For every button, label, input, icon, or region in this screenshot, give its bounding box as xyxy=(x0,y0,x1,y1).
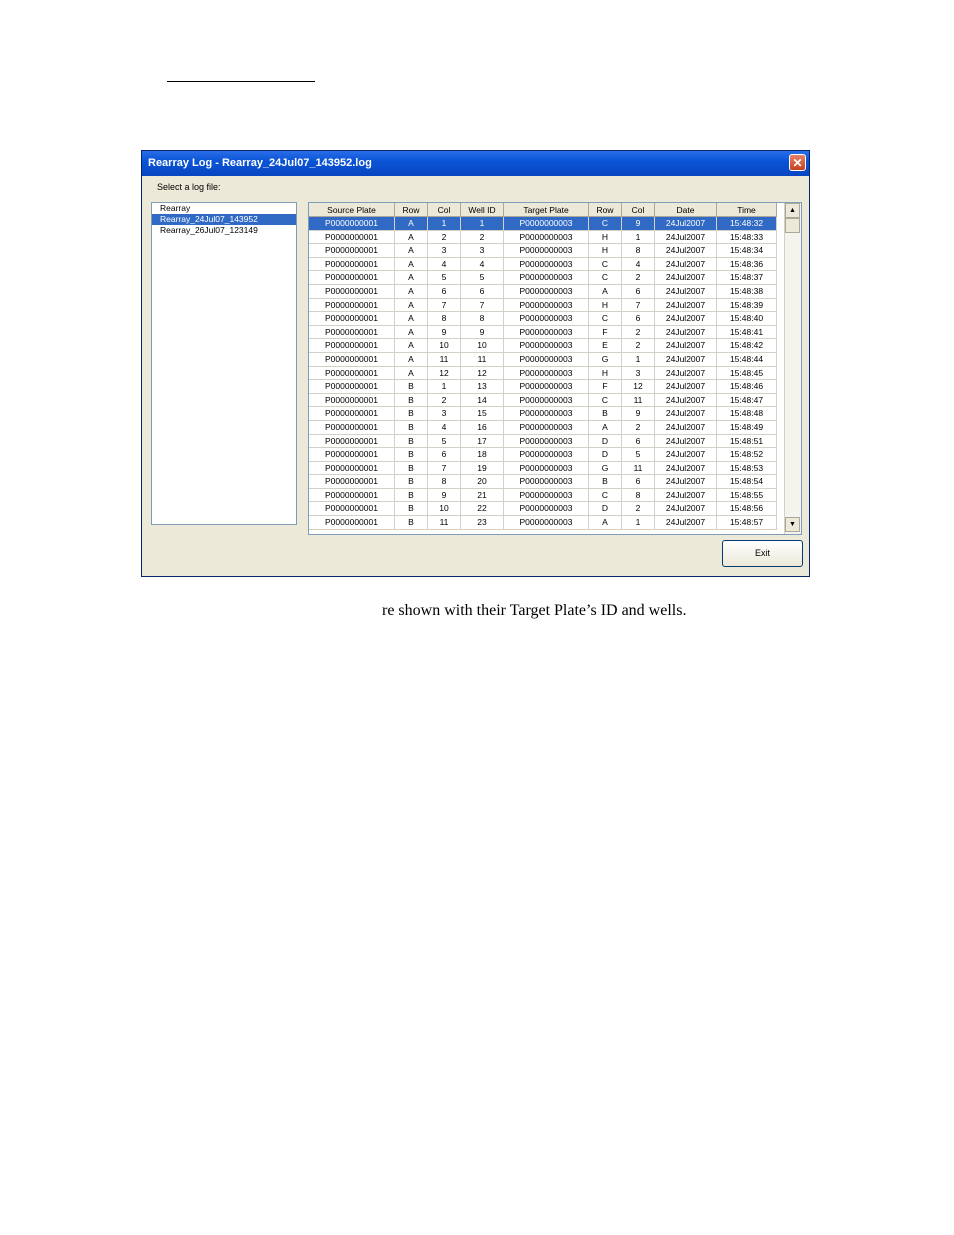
table-cell: 23 xyxy=(461,516,504,530)
table-cell: 11 xyxy=(622,394,655,408)
table-row[interactable] xyxy=(309,217,801,231)
close-icon: ✕ xyxy=(792,156,803,170)
table-cell: 8 xyxy=(622,244,655,258)
table-cell: B xyxy=(395,502,428,516)
table-cell: 5 xyxy=(428,271,461,285)
table-cell: C xyxy=(589,217,622,231)
table-cell: 19 xyxy=(461,462,504,476)
table-cell: P0000000001 xyxy=(309,312,395,326)
table-cell: 15:48:46 xyxy=(717,380,777,394)
table-cell: 5 xyxy=(461,271,504,285)
table-cell: 24Jul2007 xyxy=(655,435,717,449)
table-cell: B xyxy=(395,380,428,394)
table-cell: 3 xyxy=(622,367,655,381)
title-bar[interactable] xyxy=(142,151,809,176)
table-cell: P0000000003 xyxy=(504,217,589,231)
table-row[interactable] xyxy=(309,421,801,435)
table-cell: 15:48:44 xyxy=(717,353,777,367)
table-row[interactable] xyxy=(309,326,801,340)
column-header[interactable]: Row xyxy=(589,203,622,217)
table-cell: 7 xyxy=(428,462,461,476)
table-cell: P0000000003 xyxy=(504,475,589,489)
table-cell: 15:48:38 xyxy=(717,285,777,299)
table-cell: A xyxy=(395,217,428,231)
table-cell: 3 xyxy=(428,407,461,421)
table-cell: A xyxy=(395,285,428,299)
table-cell: 12 xyxy=(622,380,655,394)
table-cell: 24Jul2007 xyxy=(655,231,717,245)
table-cell: P0000000001 xyxy=(309,502,395,516)
table-cell: P0000000003 xyxy=(504,353,589,367)
log-file-item[interactable]: Rearray_26Jul07_123149 xyxy=(160,225,258,235)
table-cell: P0000000001 xyxy=(309,462,395,476)
table-cell: 24Jul2007 xyxy=(655,217,717,231)
table-cell: 11 xyxy=(428,353,461,367)
table-cell: F xyxy=(589,326,622,340)
table-cell: P0000000001 xyxy=(309,217,395,231)
table-row[interactable] xyxy=(309,367,801,381)
table-cell: H xyxy=(589,367,622,381)
grid-header xyxy=(309,203,801,217)
table-cell: 24Jul2007 xyxy=(655,339,717,353)
table-cell: 1 xyxy=(622,516,655,530)
table-cell: P0000000003 xyxy=(504,407,589,421)
table-cell: 17 xyxy=(461,435,504,449)
table-cell: 24Jul2007 xyxy=(655,285,717,299)
table-cell: P0000000003 xyxy=(504,435,589,449)
table-cell: 15:48:49 xyxy=(717,421,777,435)
document-caption: re shown with their Target Plate’s ID and wells. xyxy=(382,602,687,619)
table-cell: P0000000001 xyxy=(309,489,395,503)
table-cell: 2 xyxy=(622,421,655,435)
table-cell: 15:48:42 xyxy=(717,339,777,353)
scroll-thumb[interactable] xyxy=(785,218,800,233)
table-cell: B xyxy=(395,421,428,435)
table-cell: 24Jul2007 xyxy=(655,462,717,476)
table-cell: 24Jul2007 xyxy=(655,353,717,367)
table-cell: A xyxy=(395,326,428,340)
table-cell: P0000000001 xyxy=(309,258,395,272)
table-cell: 6 xyxy=(622,475,655,489)
table-cell: 6 xyxy=(461,285,504,299)
table-cell: H xyxy=(589,231,622,245)
table-cell: 8 xyxy=(622,489,655,503)
table-cell: 12 xyxy=(428,367,461,381)
table-cell: 24Jul2007 xyxy=(655,326,717,340)
table-cell: H xyxy=(589,299,622,313)
table-cell: A xyxy=(589,421,622,435)
table-cell: 2 xyxy=(461,231,504,245)
table-cell: 12 xyxy=(461,367,504,381)
table-cell: 9 xyxy=(622,407,655,421)
table-row[interactable] xyxy=(309,285,801,299)
table-row[interactable] xyxy=(309,475,801,489)
table-cell: A xyxy=(589,285,622,299)
table-cell: 15:48:41 xyxy=(717,326,777,340)
table-cell: P0000000003 xyxy=(504,502,589,516)
table-cell: G xyxy=(589,353,622,367)
table-cell: 6 xyxy=(622,435,655,449)
table-cell: 1 xyxy=(461,217,504,231)
table-cell: P0000000001 xyxy=(309,353,395,367)
table-cell: P0000000003 xyxy=(504,516,589,530)
table-cell: 15:48:45 xyxy=(717,367,777,381)
arrow-up-icon: ▲ xyxy=(789,207,796,214)
table-cell: C xyxy=(589,258,622,272)
table-cell: C xyxy=(589,312,622,326)
table-row[interactable] xyxy=(309,299,801,313)
table-cell: P0000000001 xyxy=(309,244,395,258)
table-cell: F xyxy=(589,380,622,394)
vertical-scrollbar[interactable] xyxy=(784,203,801,534)
table-cell: A xyxy=(395,367,428,381)
log-file-item[interactable]: Rearray xyxy=(160,203,191,213)
table-cell: 9 xyxy=(428,489,461,503)
table-cell: 15:48:54 xyxy=(717,475,777,489)
table-cell: P0000000001 xyxy=(309,285,395,299)
table-cell: 8 xyxy=(428,475,461,489)
table-cell: 2 xyxy=(622,271,655,285)
table-cell: 9 xyxy=(461,326,504,340)
table-row[interactable] xyxy=(309,407,801,421)
table-cell: 24Jul2007 xyxy=(655,502,717,516)
table-row[interactable] xyxy=(309,448,801,462)
document-underline xyxy=(167,81,315,82)
table-cell: A xyxy=(395,244,428,258)
table-cell: D xyxy=(589,448,622,462)
table-cell: 15:48:52 xyxy=(717,448,777,462)
table-cell: 2 xyxy=(428,231,461,245)
table-cell: P0000000001 xyxy=(309,435,395,449)
table-cell: 2 xyxy=(622,339,655,353)
table-cell: P0000000001 xyxy=(309,394,395,408)
table-cell: 1 xyxy=(622,353,655,367)
table-row[interactable] xyxy=(309,244,801,258)
table-cell: B xyxy=(395,516,428,530)
column-header[interactable]: Well ID xyxy=(461,203,504,217)
table-cell: B xyxy=(395,435,428,449)
table-cell: P0000000001 xyxy=(309,448,395,462)
table-cell: 15 xyxy=(461,407,504,421)
table-cell: 24Jul2007 xyxy=(655,258,717,272)
arrow-down-icon: ▼ xyxy=(789,521,796,528)
table-cell: A xyxy=(589,516,622,530)
table-cell: 22 xyxy=(461,502,504,516)
table-cell: 14 xyxy=(461,394,504,408)
table-cell: 15:48:40 xyxy=(717,312,777,326)
table-cell: 5 xyxy=(622,448,655,462)
column-header[interactable]: Target Plate xyxy=(504,203,589,217)
table-cell: C xyxy=(589,489,622,503)
table-row[interactable] xyxy=(309,353,801,367)
column-header[interactable]: Row xyxy=(395,203,428,217)
scroll-up-button[interactable] xyxy=(785,203,800,218)
table-cell: P0000000003 xyxy=(504,394,589,408)
table-cell: 4 xyxy=(428,258,461,272)
table-cell: P0000000001 xyxy=(309,367,395,381)
table-cell: D xyxy=(589,502,622,516)
table-cell: 7 xyxy=(622,299,655,313)
column-header[interactable]: Source Plate xyxy=(309,203,395,217)
table-cell: P0000000003 xyxy=(504,489,589,503)
table-cell: 24Jul2007 xyxy=(655,421,717,435)
table-cell: 15:48:57 xyxy=(717,516,777,530)
table-cell: 13 xyxy=(461,380,504,394)
table-cell: P0000000003 xyxy=(504,326,589,340)
table-cell: D xyxy=(589,435,622,449)
table-cell: 5 xyxy=(428,435,461,449)
table-cell: 6 xyxy=(622,285,655,299)
table-row[interactable] xyxy=(309,435,801,449)
table-cell: 15:48:55 xyxy=(717,489,777,503)
table-cell: 15:48:53 xyxy=(717,462,777,476)
table-cell: P0000000003 xyxy=(504,367,589,381)
table-cell: 8 xyxy=(428,312,461,326)
table-cell: 15:48:48 xyxy=(717,407,777,421)
table-cell: 3 xyxy=(461,244,504,258)
table-cell: P0000000003 xyxy=(504,231,589,245)
rearray-log-window xyxy=(141,150,810,577)
table-cell: B xyxy=(395,394,428,408)
close-button[interactable] xyxy=(789,154,806,171)
column-header[interactable]: Col xyxy=(428,203,461,217)
window-title: Rearray Log - Rearray_24Jul07_143952.log xyxy=(148,157,372,169)
table-cell: P0000000003 xyxy=(504,462,589,476)
table-row[interactable] xyxy=(309,258,801,272)
table-cell: 3 xyxy=(428,244,461,258)
table-cell: 7 xyxy=(461,299,504,313)
table-cell: 15:48:47 xyxy=(717,394,777,408)
table-cell: 20 xyxy=(461,475,504,489)
table-cell: 6 xyxy=(428,285,461,299)
table-cell: 2 xyxy=(622,326,655,340)
log-file-item[interactable]: Rearray_24Jul07_143952 xyxy=(152,214,296,225)
table-cell: E xyxy=(589,339,622,353)
table-cell: H xyxy=(589,244,622,258)
table-cell: P0000000001 xyxy=(309,475,395,489)
grid-body xyxy=(309,217,801,530)
table-cell: P0000000001 xyxy=(309,231,395,245)
table-cell: P0000000003 xyxy=(504,421,589,435)
table-cell: 15:48:51 xyxy=(717,435,777,449)
table-cell: P0000000001 xyxy=(309,326,395,340)
table-cell: 11 xyxy=(461,353,504,367)
table-cell: 24Jul2007 xyxy=(655,244,717,258)
table-cell: B xyxy=(395,462,428,476)
table-cell: 1 xyxy=(428,217,461,231)
table-cell: 24Jul2007 xyxy=(655,407,717,421)
table-cell: C xyxy=(589,271,622,285)
table-cell: 24Jul2007 xyxy=(655,475,717,489)
table-row[interactable] xyxy=(309,312,801,326)
table-cell: P0000000001 xyxy=(309,271,395,285)
table-cell: 15:48:39 xyxy=(717,299,777,313)
table-cell: 9 xyxy=(622,217,655,231)
table-row[interactable] xyxy=(309,489,801,503)
table-cell: A xyxy=(395,258,428,272)
table-cell: 24Jul2007 xyxy=(655,312,717,326)
table-row[interactable] xyxy=(309,231,801,245)
table-cell: P0000000001 xyxy=(309,299,395,313)
table-cell: P0000000001 xyxy=(309,407,395,421)
table-cell: 24Jul2007 xyxy=(655,516,717,530)
table-cell: 16 xyxy=(461,421,504,435)
table-row[interactable] xyxy=(309,339,801,353)
rearray-grid[interactable] xyxy=(308,202,802,535)
table-cell: 1 xyxy=(622,231,655,245)
table-cell: B xyxy=(395,475,428,489)
table-cell: 7 xyxy=(428,299,461,313)
table-cell: P0000000003 xyxy=(504,258,589,272)
table-cell: A xyxy=(395,299,428,313)
table-cell: B xyxy=(395,489,428,503)
table-row[interactable] xyxy=(309,516,801,530)
table-cell: A xyxy=(395,312,428,326)
select-log-label: Select a log file: xyxy=(157,182,221,192)
table-cell: 24Jul2007 xyxy=(655,380,717,394)
table-cell: 24Jul2007 xyxy=(655,448,717,462)
table-row[interactable] xyxy=(309,462,801,476)
table-cell: B xyxy=(395,407,428,421)
table-cell: 9 xyxy=(428,326,461,340)
column-header[interactable]: Date xyxy=(655,203,717,217)
table-cell: G xyxy=(589,462,622,476)
table-row[interactable] xyxy=(309,394,801,408)
table-cell: P0000000003 xyxy=(504,339,589,353)
table-cell: A xyxy=(395,339,428,353)
table-cell: A xyxy=(395,231,428,245)
table-cell: P0000000003 xyxy=(504,380,589,394)
table-cell: 6 xyxy=(428,448,461,462)
table-cell: C xyxy=(589,394,622,408)
table-cell: 24Jul2007 xyxy=(655,394,717,408)
table-cell: P0000000003 xyxy=(504,271,589,285)
table-cell: P0000000001 xyxy=(309,516,395,530)
table-row[interactable] xyxy=(309,271,801,285)
table-cell: 4 xyxy=(461,258,504,272)
column-header[interactable]: Col xyxy=(622,203,655,217)
scroll-down-button[interactable] xyxy=(785,517,800,532)
table-cell: P0000000003 xyxy=(504,244,589,258)
table-cell: 24Jul2007 xyxy=(655,271,717,285)
table-cell: 15:48:32 xyxy=(717,217,777,231)
table-cell: B xyxy=(589,407,622,421)
table-cell: P0000000001 xyxy=(309,380,395,394)
column-header[interactable]: Time xyxy=(717,203,777,217)
table-cell: 15:48:34 xyxy=(717,244,777,258)
table-cell: 6 xyxy=(622,312,655,326)
table-cell: 21 xyxy=(461,489,504,503)
table-row[interactable] xyxy=(309,502,801,516)
table-cell: 24Jul2007 xyxy=(655,489,717,503)
log-file-list[interactable] xyxy=(151,202,297,525)
table-cell: A xyxy=(395,271,428,285)
table-cell: 15:48:56 xyxy=(717,502,777,516)
table-cell: P0000000003 xyxy=(504,448,589,462)
table-cell: 24Jul2007 xyxy=(655,299,717,313)
table-cell: 2 xyxy=(622,502,655,516)
table-cell: 24Jul2007 xyxy=(655,367,717,381)
table-cell: 2 xyxy=(428,394,461,408)
table-cell: P0000000003 xyxy=(504,312,589,326)
table-cell: A xyxy=(395,353,428,367)
table-cell: 18 xyxy=(461,448,504,462)
table-cell: 10 xyxy=(428,339,461,353)
table-cell: B xyxy=(589,475,622,489)
exit-button[interactable]: Exit xyxy=(722,540,803,567)
table-cell: 15:48:37 xyxy=(717,271,777,285)
table-cell: P0000000003 xyxy=(504,299,589,313)
table-cell: 10 xyxy=(428,502,461,516)
table-cell: B xyxy=(395,448,428,462)
table-cell: 8 xyxy=(461,312,504,326)
table-cell: 15:48:36 xyxy=(717,258,777,272)
table-cell: P0000000001 xyxy=(309,421,395,435)
table-cell: 11 xyxy=(428,516,461,530)
table-cell: 11 xyxy=(622,462,655,476)
table-cell: P0000000003 xyxy=(504,285,589,299)
table-cell: 4 xyxy=(622,258,655,272)
table-row[interactable] xyxy=(309,380,801,394)
table-cell: P0000000001 xyxy=(309,339,395,353)
table-cell: 10 xyxy=(461,339,504,353)
table-cell: 15:48:33 xyxy=(717,231,777,245)
table-cell: 4 xyxy=(428,421,461,435)
table-cell: 1 xyxy=(428,380,461,394)
